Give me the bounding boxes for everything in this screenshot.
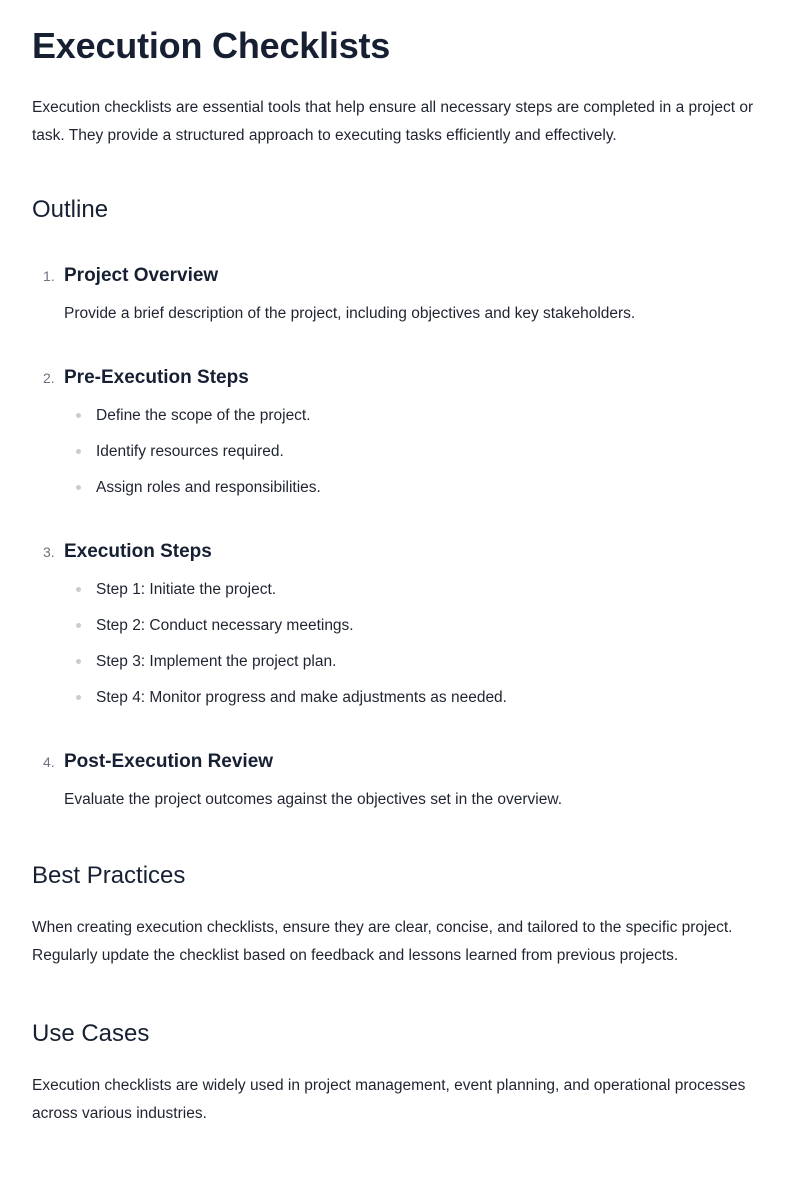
outline-heading: Outline: [32, 196, 109, 223]
outline-item-title: Post-Execution Review: [64, 751, 274, 772]
outline-item-title: Project Overview: [64, 265, 219, 286]
bullet-dot-icon: [76, 695, 81, 700]
use-cases-heading: Use Cases: [32, 1020, 150, 1047]
bullet-dot-icon: [76, 587, 81, 592]
page-title: Execution Checklists: [32, 25, 391, 66]
list-item: [64, 442, 768, 462]
use-cases-paragraph: Execution checklists are widely used in project management, event planning, and operational processes across various industries.: [32, 1077, 746, 1122]
outline-item-description: Provide a brief description of the project, including objectives and key stakeholders.: [64, 305, 636, 322]
list-item-text: Step 3: Implement the project plan.: [96, 653, 337, 670]
bullet-dot-icon: [76, 659, 81, 664]
best-practices-heading: Best Practices: [32, 862, 186, 889]
outline-item-project-overview: [32, 262, 768, 324]
list-item-text: Identify resources required.: [96, 443, 284, 460]
list-item-text: Step 1: Initiate the project.: [96, 581, 277, 598]
bullet-list: [64, 406, 768, 498]
outline-list: [32, 262, 768, 810]
outline-item-number: 4.: [43, 754, 55, 770]
list-item: [64, 688, 768, 708]
bullet-dot-icon: [76, 485, 81, 490]
outline-item-number: 2.: [43, 370, 55, 386]
bullet-dot-icon: [76, 413, 81, 418]
list-item: [64, 406, 768, 426]
bullet-dot-icon: [76, 623, 81, 628]
list-item-text: Step 2: Conduct necessary meetings.: [96, 617, 354, 634]
outline-item-pre-execution-steps: [32, 364, 768, 498]
list-item: [64, 478, 768, 498]
outline-item-number: 3.: [43, 544, 55, 560]
list-item-text: Step 4: Monitor progress and make adjustments as needed.: [96, 689, 507, 706]
outline-item-execution-steps: [32, 538, 768, 708]
outline-item-description: Evaluate the project outcomes against the objectives set in the overview.: [64, 791, 563, 808]
best-practices-paragraph: When creating execution checklists, ensure they are clear, concise, and tailored to the specific project. Regularly update the checklist based on feedback and lessons learned from previous projects.: [32, 919, 733, 964]
list-item-text: Assign roles and responsibilities.: [96, 479, 321, 496]
list-item: [64, 580, 768, 600]
outline-item-post-execution-review: [32, 748, 768, 810]
outline-item-title: Pre-Execution Steps: [64, 367, 249, 388]
outline-item-title: Execution Steps: [64, 541, 212, 562]
bullet-list: [64, 580, 768, 708]
list-item-text: Define the scope of the project.: [96, 407, 311, 424]
list-item: [64, 652, 768, 672]
bullet-dot-icon: [76, 449, 81, 454]
list-item: [64, 616, 768, 636]
outline-item-number: 1.: [43, 268, 55, 284]
intro-paragraph: Execution checklists are essential tools that help ensure all necessary steps are completed in a project or task. They provide a structured approach to executing tasks efficiently and effectively.: [32, 99, 754, 144]
